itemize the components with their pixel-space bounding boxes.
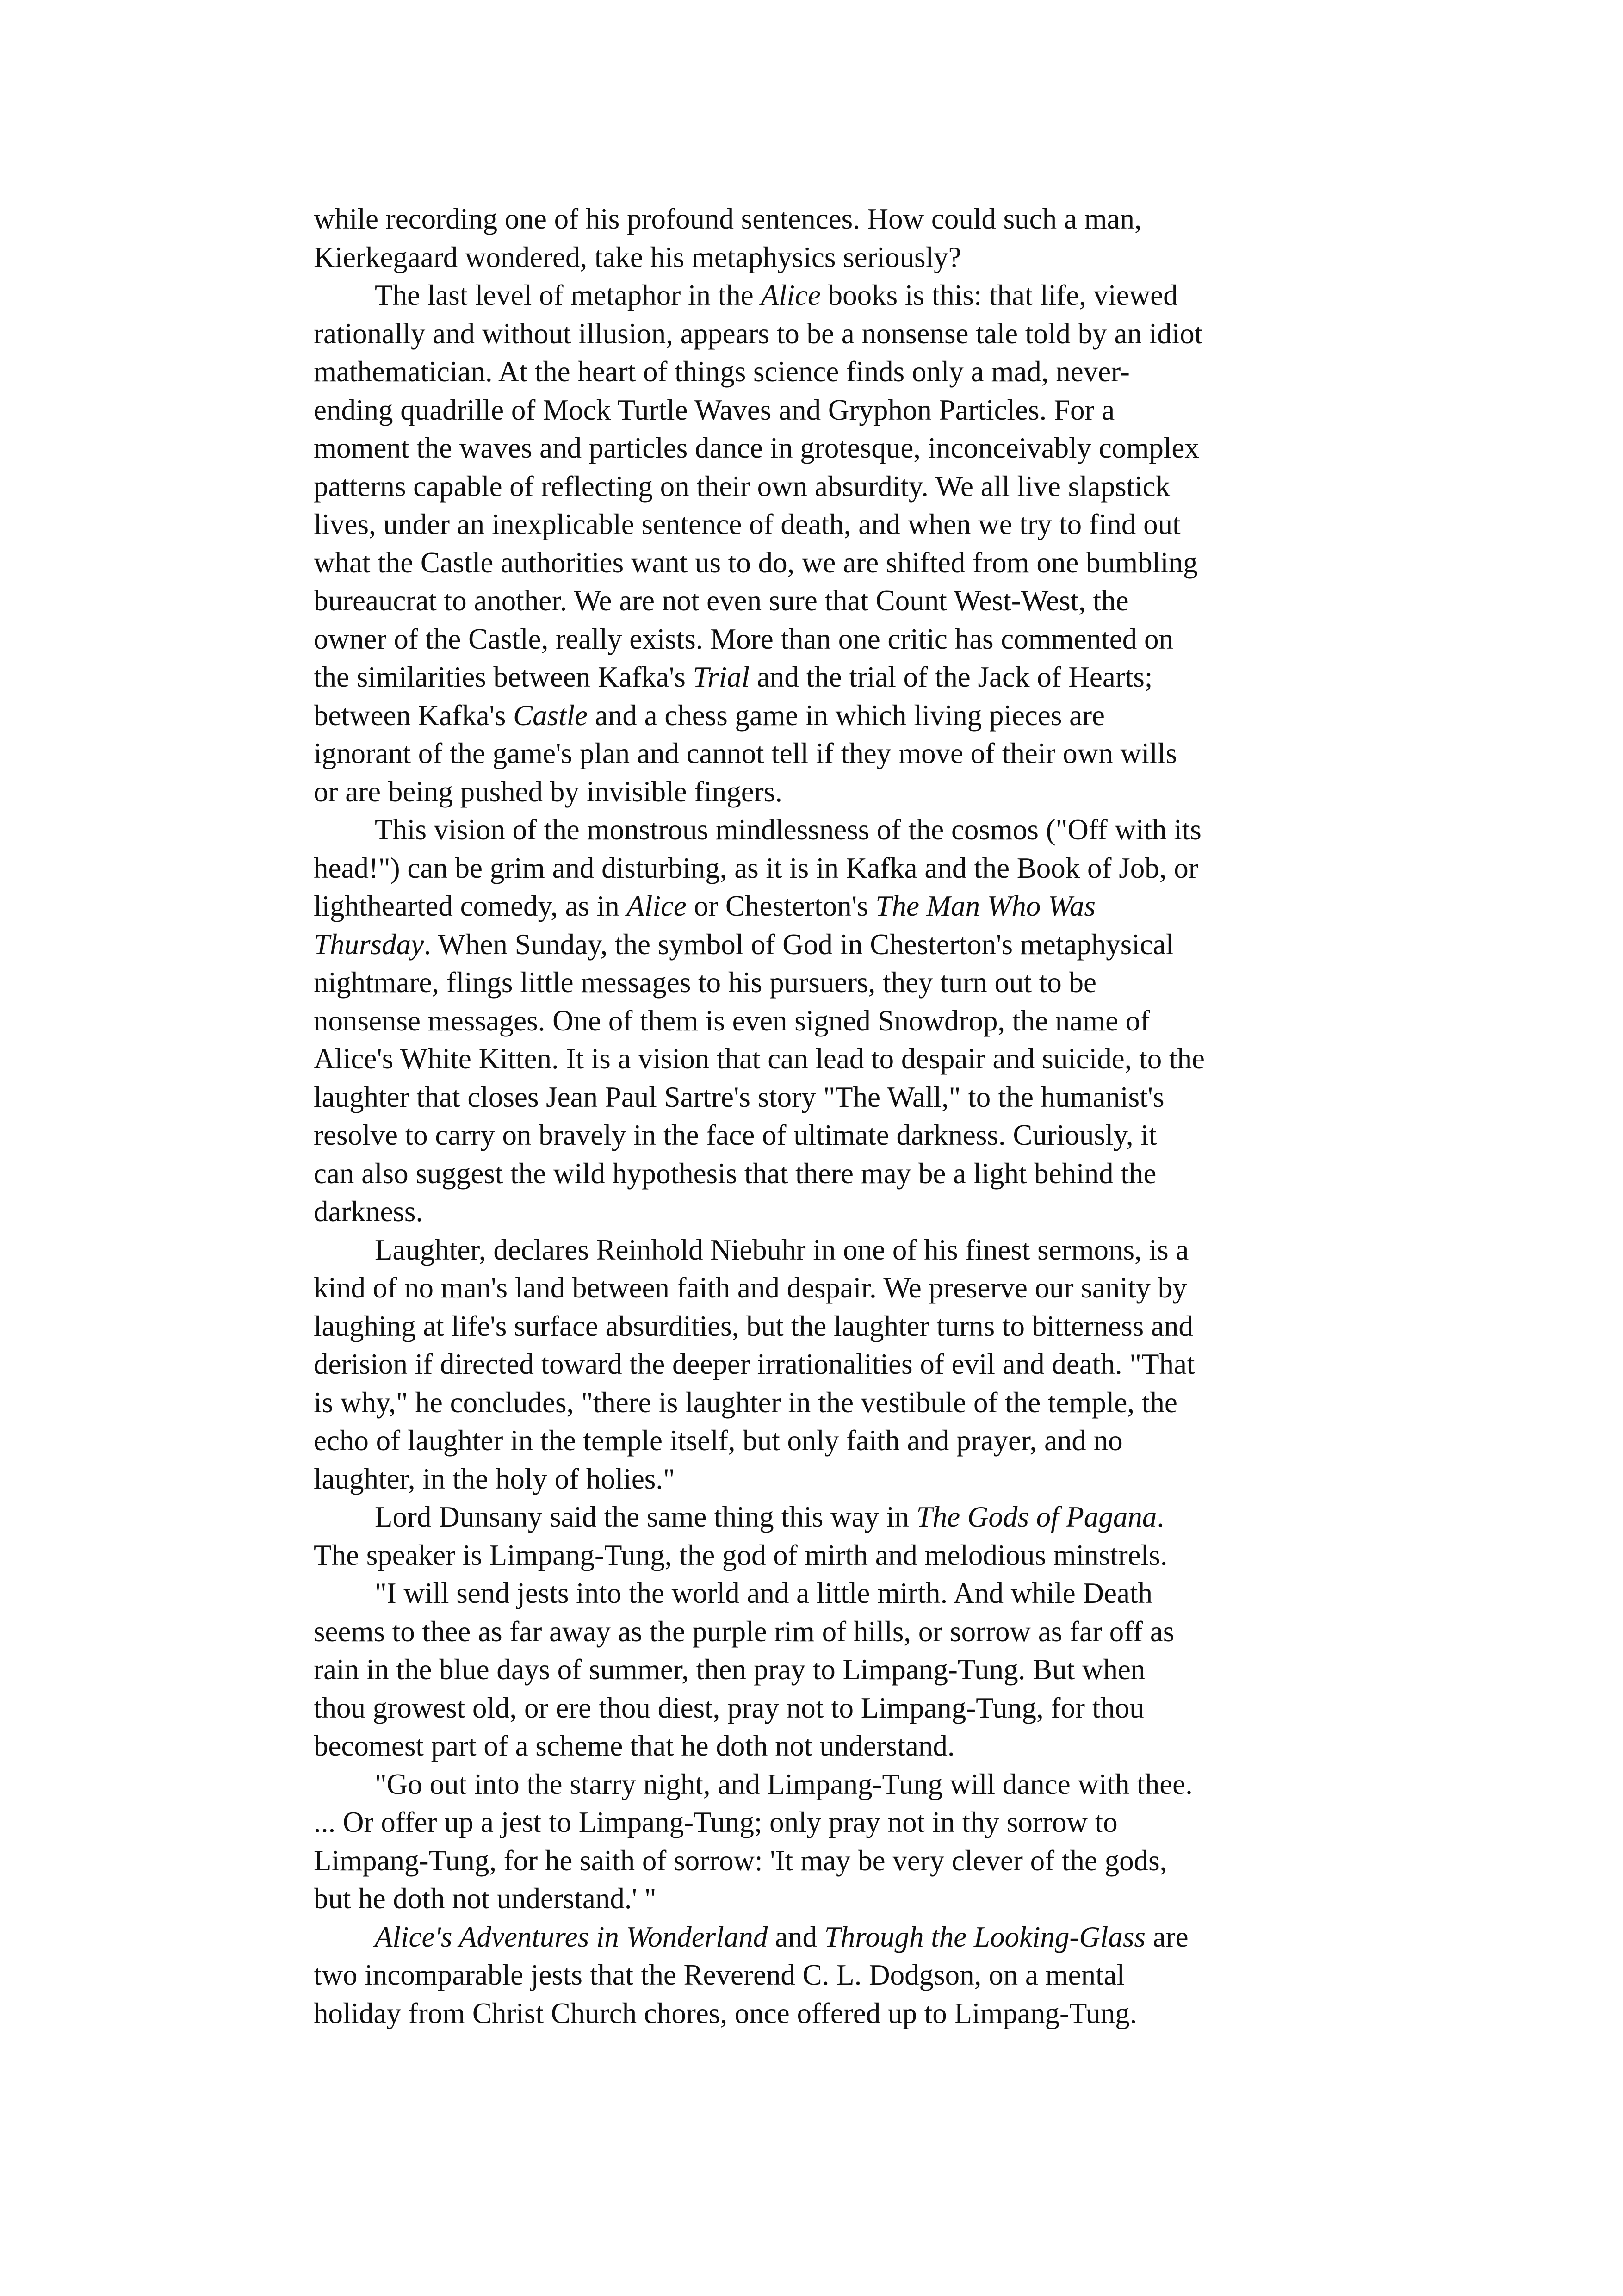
text-run: lives, under an inexplicable sentence of death, and when we try to find out [314, 508, 1181, 540]
text-run: are [1145, 1920, 1189, 1953]
text-line [314, 963, 1336, 1002]
text-run: "Go out into the starry night, and Limpang-Tung will dance with thee. [375, 1768, 1193, 1800]
text-run: but he doth not understand.' " [314, 1882, 657, 1915]
text-run: and [768, 1920, 824, 1953]
text-line [314, 1384, 1336, 1422]
text-run: thou growest old, or ere thou diest, pray not to Limpang-Tung, for thou [314, 1691, 1144, 1724]
text-run: becomest part of a scheme that he doth not understand. [314, 1730, 955, 1762]
text-line [314, 1842, 1336, 1880]
text-line [314, 238, 1336, 277]
text-run: Lord Dunsany said the same thing this way in [375, 1501, 917, 1533]
text-line [314, 1421, 1336, 1460]
text-run: moment the waves and particles dance in grotesque, inconceivably complex [314, 432, 1199, 464]
text-run: rain in the blue days of summer, then pray to Limpang-Tung. But when [314, 1653, 1146, 1686]
text-line [314, 696, 1336, 735]
text-run: This vision of the monstrous mindlessness of the cosmos ("Off with its [375, 813, 1202, 846]
text-line [314, 1918, 1336, 1956]
italic-text: Through the Looking-Glass [824, 1920, 1146, 1953]
text-run: laughter, in the holy of holies." [314, 1462, 675, 1495]
text-line [314, 1574, 1336, 1613]
text-line [314, 1040, 1336, 1078]
text-line [314, 849, 1336, 887]
text-line [314, 315, 1336, 353]
text-line [314, 1078, 1336, 1117]
text-run: patterns capable of reflecting on their own absurdity. We all live slapstick [314, 470, 1171, 503]
italic-text: Alice [626, 890, 687, 922]
text-run: the similarities between Kafka's [314, 661, 693, 693]
text-run: Kierkegaard wondered, take his metaphysics seriously? [314, 241, 961, 273]
text-run: can also suggest the wild hypothesis that there may be a light behind the [314, 1157, 1157, 1190]
text-line [314, 1307, 1336, 1346]
text-line [314, 200, 1336, 238]
text-line [314, 887, 1336, 925]
text-run: Alice's White Kitten. It is a vision that can lead to despair and suicide, to the [314, 1043, 1205, 1075]
text-line [314, 1345, 1336, 1384]
text-line [314, 734, 1336, 773]
text-run: what the Castle authorities want us to do, we are shifted from one bumbling [314, 546, 1198, 579]
text-run: or are being pushed by invisible fingers. [314, 775, 783, 808]
text-run: Laughter, declares Reinhold Niebuhr in one of his finest sermons, is a [375, 1233, 1189, 1266]
text-line [314, 1765, 1336, 1804]
text-run: while recording one of his profound sentences. How could such a man, [314, 203, 1142, 235]
text-run: kind of no man's land between faith and despair. We preserve our sanity by [314, 1272, 1187, 1304]
text-line [314, 925, 1336, 964]
text-line [314, 544, 1336, 582]
text-run: ... Or offer up a jest to Limpang-Tung; only pray not in thy sorrow to [314, 1806, 1118, 1838]
text-line [314, 1880, 1336, 1918]
text-run: ending quadrille of Mock Turtle Waves and Gryphon Particles. For a [314, 393, 1115, 426]
italic-text: Alice's Adventures in Wonderland [375, 1920, 768, 1953]
text-run: laughter that closes Jean Paul Sartre's story "The Wall," to the humanist's [314, 1080, 1165, 1113]
text-run: laughing at life's surface absurdities, but the laughter turns to bitterness and [314, 1309, 1193, 1342]
text-run: . When Sunday, the symbol of God in Chesterton's metaphysical [424, 928, 1174, 961]
text-line [314, 467, 1336, 506]
text-line [314, 1231, 1336, 1269]
text-run: "I will send jests into the world and a little mirth. And while Death [375, 1577, 1152, 1609]
text-run: seems to thee as far away as the purple rim of hills, or sorrow as far off as [314, 1615, 1175, 1648]
text-line [314, 1613, 1336, 1651]
text-run: The last level of metaphor in the [375, 279, 761, 311]
italic-text: Thursday [314, 928, 424, 961]
text-run: mathematician. At the heart of things science finds only a mad, never- [314, 355, 1130, 388]
text-line [314, 658, 1336, 696]
italic-text: The Gods of Pagana [916, 1501, 1157, 1533]
text-run: nightmare, flings little messages to his pursuers, they turn out to be [314, 966, 1096, 999]
text-line [314, 1154, 1336, 1193]
text-run: or Chesterton's [686, 890, 876, 922]
text-run: between Kafka's [314, 699, 514, 732]
text-run: owner of the Castle, really exists. More than one critic has commented on [314, 622, 1173, 655]
text-line [314, 582, 1336, 620]
text-run: and a chess game in which living pieces are [588, 699, 1105, 732]
body-text [314, 200, 1336, 2032]
italic-text: The Man Who Was [875, 890, 1096, 922]
text-line [314, 1269, 1336, 1307]
text-run: . [1157, 1501, 1165, 1533]
text-run: darkness. [314, 1195, 423, 1228]
text-run: derision if directed toward the deeper irrationalities of evil and death. "That [314, 1348, 1195, 1380]
text-run: two incomparable jests that the Reverend C. L. Dodgson, on a mental [314, 1959, 1125, 1991]
text-line [314, 1994, 1336, 2033]
text-line [314, 1498, 1336, 1536]
text-line [314, 1116, 1336, 1154]
text-line [314, 276, 1336, 315]
text-line [314, 429, 1336, 467]
text-line [314, 391, 1336, 429]
text-line [314, 811, 1336, 849]
text-run: The speaker is Limpang-Tung, the god of mirth and melodious minstrels. [314, 1539, 1168, 1571]
italic-text: Castle [513, 699, 588, 732]
text-run: ignorant of the game's plan and cannot tell if they move of their own wills [314, 737, 1177, 769]
text-line [314, 505, 1336, 544]
text-run: bureaucrat to another. We are not even sure that Count West-West, the [314, 584, 1129, 617]
text-run: nonsense messages. One of them is even signed Snowdrop, the name of [314, 1004, 1150, 1037]
text-line [314, 1651, 1336, 1689]
text-line [314, 1727, 1336, 1765]
text-run: Limpang-Tung, for he saith of sorrow: 'It may be very clever of the gods, [314, 1844, 1167, 1877]
text-line [314, 1536, 1336, 1575]
text-run: holiday from Christ Church chores, once offered up to Limpang-Tung. [314, 1997, 1137, 2029]
text-line [314, 1192, 1336, 1231]
text-run: rationally and without illusion, appears to be a nonsense tale told by an idiot [314, 317, 1203, 350]
text-run: lighthearted comedy, as in [314, 890, 627, 922]
text-run: head!") can be grim and disturbing, as it is in Kafka and the Book of Job, or [314, 851, 1198, 884]
italic-text: Alice [761, 279, 821, 311]
text-run: resolve to carry on bravely in the face of ultimate darkness. Curiously, it [314, 1119, 1157, 1151]
text-run: books is this: that life, viewed [820, 279, 1178, 311]
text-run: echo of laughter in the temple itself, but only faith and prayer, and no [314, 1424, 1123, 1457]
text-line [314, 1689, 1336, 1727]
text-line [314, 620, 1336, 658]
text-line [314, 773, 1336, 811]
text-run: and the trial of the Jack of Hearts; [750, 661, 1153, 693]
text-run: is why," he concludes, "there is laughter in the vestibule of the temple, the [314, 1386, 1177, 1419]
text-line [314, 1956, 1336, 1994]
italic-text: Trial [693, 661, 750, 693]
text-line [314, 1803, 1336, 1842]
text-line [314, 1460, 1336, 1498]
text-line [314, 1002, 1336, 1040]
text-line [314, 353, 1336, 391]
